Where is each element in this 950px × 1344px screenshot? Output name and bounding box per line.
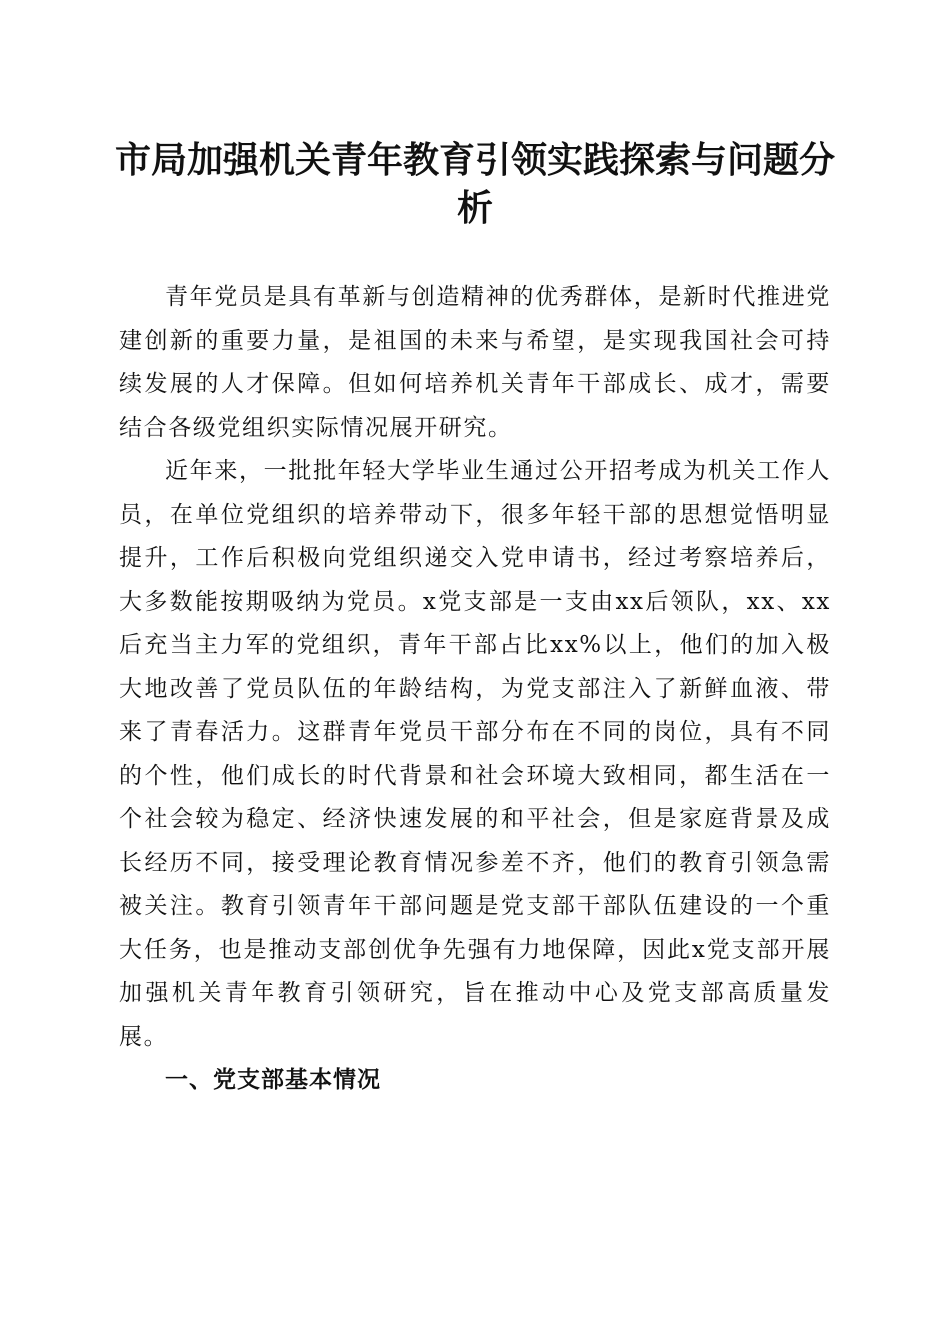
section-heading: 一、党支部基本情况 — [165, 1067, 381, 1093]
document-title: 市局加强机关青年教育引领实践探索与问题分析 — [114, 139, 835, 229]
document-body — [119, 276, 831, 1103]
paragraph-intro: 青年党员是具有革新与创造精神的优秀群体，是新时代推进党建创新的重要力量，是祖国的未来与希望，是实现我国社会可持续发展的人才保障。但如何培养机关青年干部成长、成才，需要结合各级党组织实际情况展开研究。 — [119, 284, 831, 441]
paragraph-background: 近年来，一批批年轻大学毕业生通过公开招考成为机关工作人员，在单位党组织的培养带动下，很多年轻干部的思想觉悟明显提升，工作后积极向党组织递交入党申请书，经过考察培养后，大多数能按期吸纳为党员。x党支部是一支由xx后领队，xx、xx后充当主力军的党组织，青年干部占比xx%以上，他们的加入极大地改善了党员队伍的年龄结构，为党支部注入了新鲜血液、带来了青春活力。这群青年党员干部分布在不同的岗位，具有不同的个性，他们成长的时代背景和社会环境大致相同，都生活在一个社会较为稳定、经济快速发展的和平社会，但是家庭背景及成长经历不同，接受理论教育情况参差不齐，他们的教育引领急需被关注。教育引领青年干部问题是党支部干部队伍建设的一个重大任务，也是推动支部创优争先强有力地保障，因此x党支部开展加强机关青年教育引领研究，旨在推动中心及党支部高质量发展。 — [119, 458, 831, 1050]
